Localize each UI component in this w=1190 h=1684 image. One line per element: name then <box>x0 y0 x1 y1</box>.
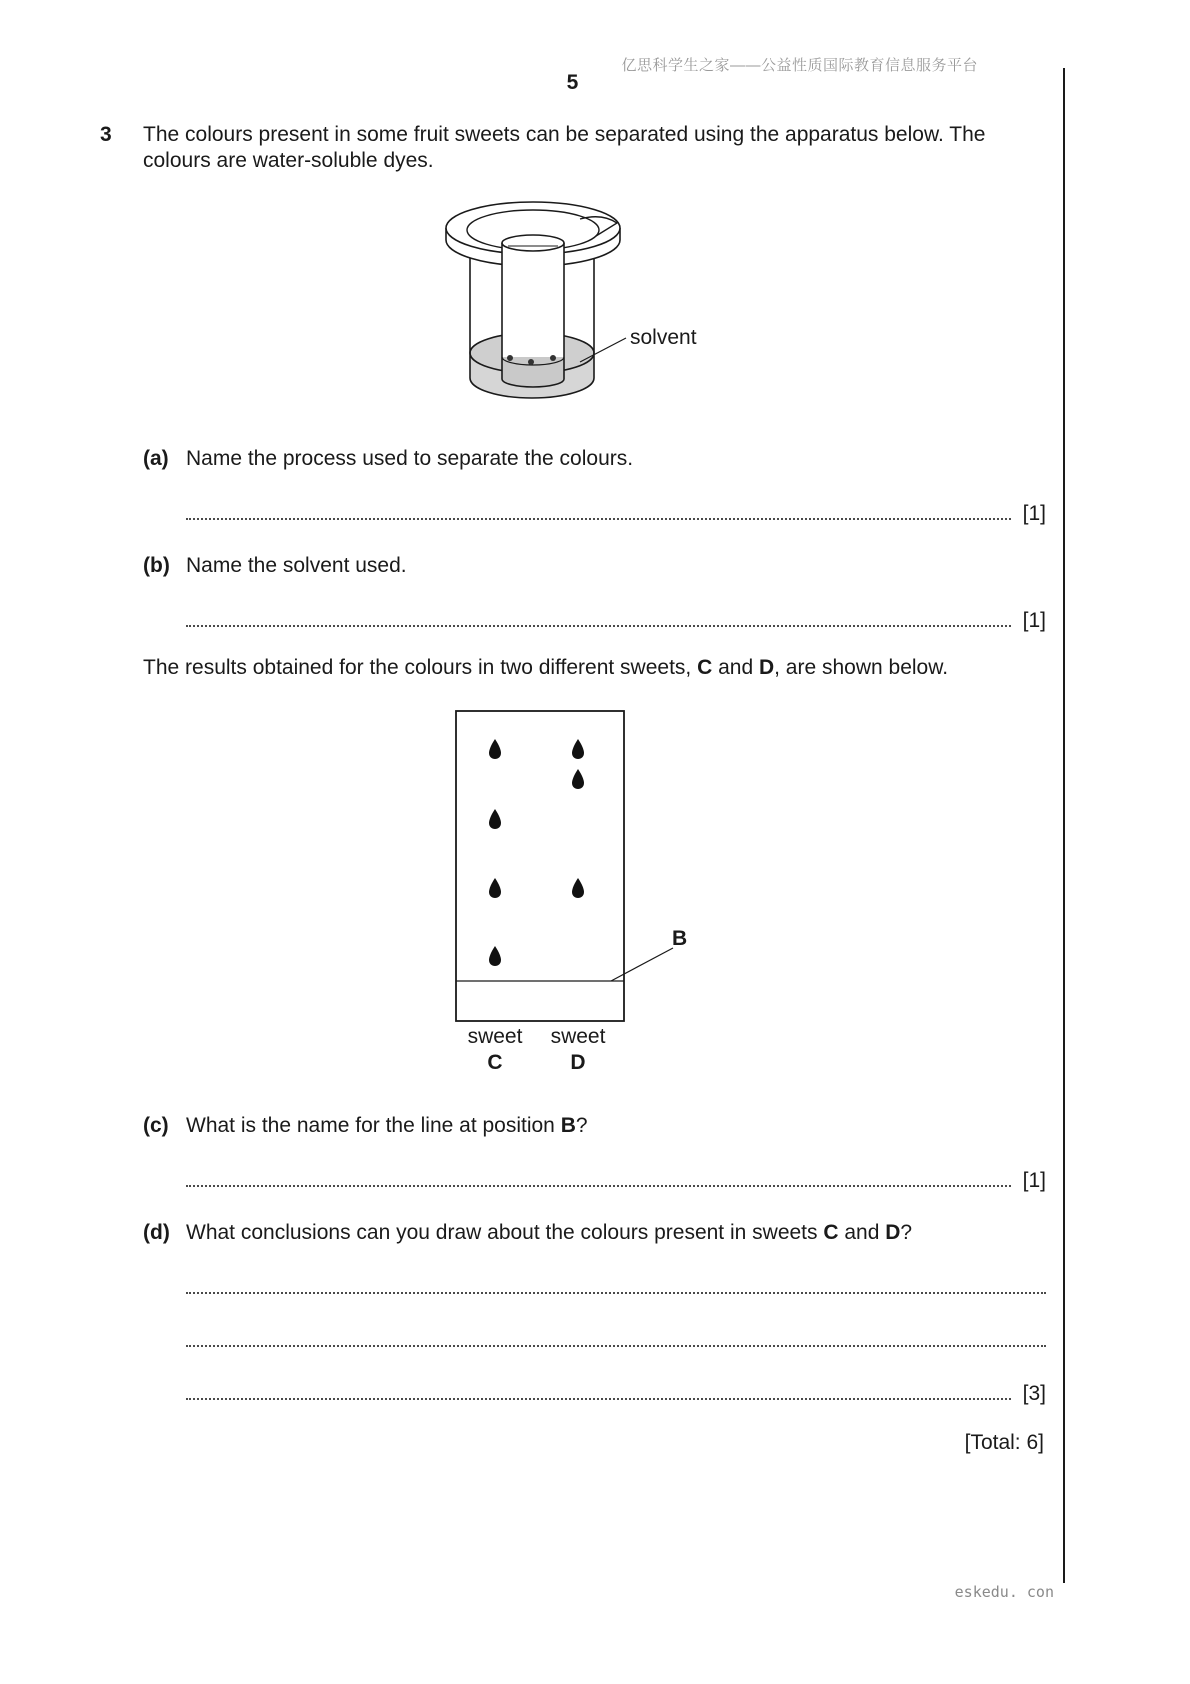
part-d-text: What conclusions can you draw about the colours present in sweets C and D? <box>186 1221 913 1244</box>
chromatogram <box>450 705 710 1025</box>
answer-dots <box>186 1398 1011 1400</box>
watermark: 亿思科学生之家——公益性质国际教育信息服务平台 <box>621 57 978 74</box>
part-d-label: (d) <box>143 1221 170 1244</box>
question-number: 3 <box>100 123 112 146</box>
total-marks: [Total: 6] <box>964 1431 1044 1454</box>
part-c-answer-line[interactable] <box>186 1167 1046 1193</box>
part-d-answer-line-3[interactable] <box>186 1380 1046 1406</box>
part-d-answer-line-2[interactable] <box>186 1327 1046 1353</box>
page-number: 5 <box>566 71 579 94</box>
apparatus-diagram <box>430 195 730 420</box>
part-a-label: (a) <box>143 447 169 470</box>
part-c-label: (c) <box>143 1114 169 1137</box>
solvent-label: solvent <box>630 326 697 349</box>
part-d-answer-line-1[interactable] <box>186 1274 1046 1300</box>
part-d-mark: [3] <box>1022 1382 1046 1405</box>
sweet-c-caption: sweet C <box>467 1025 523 1074</box>
part-a-mark: [1] <box>1022 502 1046 525</box>
answer-dots <box>186 1292 1046 1294</box>
sweet-d-ref: D <box>758 656 775 679</box>
sweet-c-ref: C <box>697 656 713 679</box>
sweet-d-caption: sweet D <box>550 1025 606 1074</box>
line-b-label: B <box>672 927 688 950</box>
part-a-answer-line[interactable] <box>186 500 1046 526</box>
part-b-label: (b) <box>143 554 170 577</box>
answer-dots <box>186 518 1011 520</box>
answer-dots <box>186 625 1011 627</box>
part-c-mark: [1] <box>1022 1169 1046 1192</box>
answer-dots <box>186 1345 1046 1347</box>
footer-text: eskedu. con <box>954 1583 1054 1601</box>
part-b-answer-line[interactable] <box>186 607 1046 633</box>
question-text: The colours present in some fruit sweets can be separated using the apparatus below. The colours are water-soluble dyes. <box>143 123 986 172</box>
paper-strip <box>456 711 624 1021</box>
answer-dots <box>186 1185 1011 1187</box>
part-a-text: Name the process used to separate the colours. <box>186 447 634 470</box>
part-b-text: Name the solvent used. <box>186 554 407 577</box>
results-intro: The results obtained for the colours in two different sweets, C and D, are shown below. <box>143 656 949 679</box>
margin-rule <box>1063 68 1065 1583</box>
part-b-mark: [1] <box>1022 609 1046 632</box>
part-c-text: What is the name for the line at position B? <box>186 1114 588 1137</box>
